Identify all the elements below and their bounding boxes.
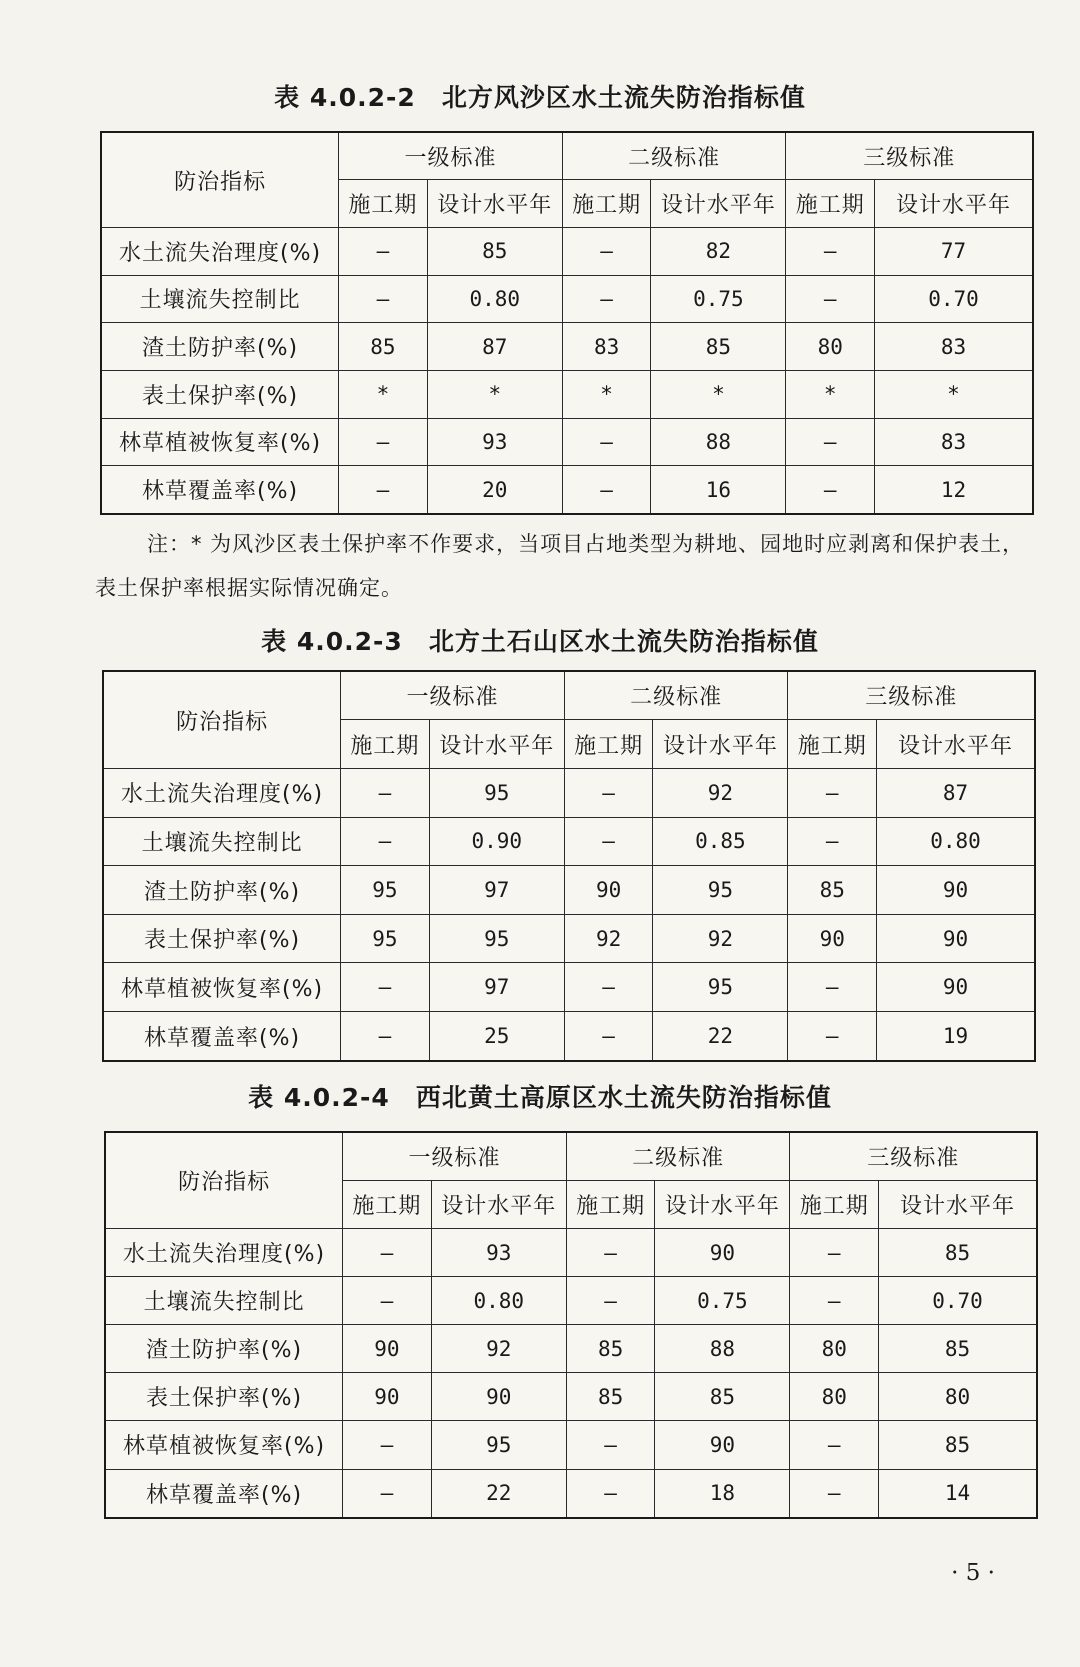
table-row — [103, 769, 1035, 818]
table-cell: 82 — [651, 228, 786, 276]
period-header: 设计水平年 — [655, 1180, 790, 1228]
table-cell: 0.80 — [877, 817, 1035, 866]
table-cell: 93 — [427, 418, 562, 466]
row-label: 渣土防护率(%) — [103, 866, 341, 915]
row-label: 土壤流失控制比 — [103, 817, 341, 866]
table-cell: — — [339, 228, 428, 276]
table-cell: — — [343, 1277, 432, 1325]
table-cell: — — [790, 1469, 879, 1518]
table-cell: — — [562, 418, 651, 466]
table-cell: 0.70 — [875, 275, 1033, 323]
table-cell: 85 — [879, 1325, 1037, 1373]
table-cell: — — [343, 1229, 432, 1277]
table-row — [101, 275, 1033, 323]
table-cell: * — [427, 370, 562, 418]
row-label: 林草覆盖率(%) — [103, 1012, 341, 1061]
table-cell: 85 — [879, 1421, 1037, 1469]
table-cell: 77 — [875, 228, 1033, 276]
table-cell: — — [564, 1012, 653, 1061]
table-cell: — — [790, 1229, 879, 1277]
level-header: 二级标准 — [566, 1132, 790, 1180]
row-label: 渣土防护率(%) — [101, 323, 339, 371]
table-cell: 83 — [875, 323, 1033, 371]
level-header: 三级标准 — [786, 132, 1033, 180]
page-number: · 5 · — [951, 1560, 995, 1586]
row-label: 土壤流失控制比 — [105, 1277, 343, 1325]
table-cell: — — [341, 963, 430, 1012]
table-cell: 95 — [341, 914, 430, 963]
table-cell: 0.75 — [651, 275, 786, 323]
table-cell: 90 — [343, 1325, 432, 1373]
table-cell: 92 — [653, 769, 788, 818]
table-cell: 95 — [653, 866, 788, 915]
period-header: 设计水平年 — [429, 720, 564, 769]
table-row — [105, 1373, 1037, 1421]
table-cell: 95 — [431, 1421, 566, 1469]
row-label: 水土流失治理度(%) — [105, 1229, 343, 1277]
period-header: 施工期 — [564, 720, 653, 769]
table-cell: 25 — [429, 1012, 564, 1061]
period-header: 设计水平年 — [427, 180, 562, 228]
table-row — [103, 817, 1035, 866]
table-cell: — — [790, 1277, 879, 1325]
table-cell: — — [790, 1421, 879, 1469]
row-label: 林草植被恢复率(%) — [101, 418, 339, 466]
table-cell: — — [343, 1421, 432, 1469]
table-cell: — — [786, 466, 875, 514]
table-cell: 85 — [788, 866, 877, 915]
table-cell: 0.80 — [431, 1277, 566, 1325]
table-cell: — — [562, 228, 651, 276]
row-label: 表土保护率(%) — [103, 914, 341, 963]
period-header: 设计水平年 — [653, 720, 788, 769]
period-header: 施工期 — [562, 180, 651, 228]
table-title — [0, 78, 1080, 114]
table-row — [103, 963, 1035, 1012]
table-cell: * — [651, 370, 786, 418]
table-cell: 90 — [343, 1373, 432, 1421]
table-note: 注：* 为风沙区表土保护率不作要求，当项目占地类型为耕地、园地时应剥离和保护表土，表土保护率根据实际情况确定。 — [95, 532, 1025, 600]
table-cell: — — [786, 228, 875, 276]
level-header: 一级标准 — [341, 671, 565, 720]
row-label: 林草植被恢复率(%) — [105, 1421, 343, 1469]
table-cell: — — [341, 817, 430, 866]
table-cell: 88 — [651, 418, 786, 466]
row-label: 林草覆盖率(%) — [105, 1469, 343, 1518]
row-label: 林草覆盖率(%) — [101, 466, 339, 514]
table-cell: 85 — [566, 1325, 655, 1373]
period-header: 施工期 — [786, 180, 875, 228]
table-cell: 0.75 — [655, 1277, 790, 1325]
table-cell: 0.90 — [429, 817, 564, 866]
table-cell: 87 — [427, 323, 562, 371]
table-cell: 95 — [341, 866, 430, 915]
level-header: 一级标准 — [339, 132, 563, 180]
table-cell: 95 — [429, 769, 564, 818]
table-cell: 22 — [431, 1469, 566, 1518]
table-cell: 18 — [655, 1469, 790, 1518]
table-row — [101, 370, 1033, 418]
table-cell: 92 — [431, 1325, 566, 1373]
table-cell: — — [339, 418, 428, 466]
table-number: 表 4.0.2-4 — [248, 1083, 390, 1112]
table-row — [105, 1229, 1037, 1277]
table-cell: 19 — [877, 1012, 1035, 1061]
indicator-header: 防治指标 — [105, 1132, 343, 1229]
level-header: 二级标准 — [562, 132, 786, 180]
table-cell: 85 — [566, 1373, 655, 1421]
row-label: 表土保护率(%) — [105, 1373, 343, 1421]
table-row — [105, 1277, 1037, 1325]
table-cell: 12 — [875, 466, 1033, 514]
level-header: 三级标准 — [788, 671, 1035, 720]
level-header: 二级标准 — [564, 671, 788, 720]
table-cell: — — [786, 418, 875, 466]
table-caption: 北方土石山区水土流失防治指标值 — [428, 627, 819, 656]
table-cell: 88 — [655, 1325, 790, 1373]
table-title — [0, 1078, 1080, 1114]
table-cell: 0.85 — [653, 817, 788, 866]
row-label: 林草植被恢复率(%) — [103, 963, 341, 1012]
table-cell: 80 — [786, 323, 875, 371]
table-cell: * — [786, 370, 875, 418]
table-number: 表 4.0.2-2 — [274, 83, 416, 112]
indicator-header: 防治指标 — [101, 132, 339, 228]
table-cell: * — [339, 370, 428, 418]
table-cell: 14 — [879, 1469, 1037, 1518]
table-cell: 90 — [564, 866, 653, 915]
table-cell: — — [343, 1469, 432, 1518]
table-row — [103, 914, 1035, 963]
table-cell: 80 — [790, 1373, 879, 1421]
table-cell: — — [562, 275, 651, 323]
table-row — [101, 228, 1033, 276]
table-cell: 80 — [790, 1325, 879, 1373]
table-cell: 90 — [877, 914, 1035, 963]
table-cell: — — [788, 769, 877, 818]
table-cell: 85 — [879, 1229, 1037, 1277]
table-row — [105, 1421, 1037, 1469]
table-cell: 90 — [877, 866, 1035, 915]
table-cell: 90 — [655, 1229, 790, 1277]
period-header: 施工期 — [790, 1180, 879, 1228]
period-header: 设计水平年 — [875, 180, 1033, 228]
row-label: 水土流失治理度(%) — [103, 769, 341, 818]
table-cell: 90 — [788, 914, 877, 963]
row-label: 表土保护率(%) — [101, 370, 339, 418]
table-row — [101, 418, 1033, 466]
period-header: 设计水平年 — [431, 1180, 566, 1228]
standards-table — [104, 1131, 1038, 1519]
table-cell: — — [788, 963, 877, 1012]
table-cell: 92 — [653, 914, 788, 963]
standards-table — [100, 131, 1034, 515]
table-cell: 92 — [564, 914, 653, 963]
table-cell: 0.80 — [427, 275, 562, 323]
table-number: 表 4.0.2-3 — [261, 627, 403, 656]
indicator-header: 防治指标 — [103, 671, 341, 769]
period-header: 施工期 — [343, 1180, 432, 1228]
table-cell: 97 — [429, 866, 564, 915]
table-cell: 90 — [877, 963, 1035, 1012]
table-cell: 16 — [651, 466, 786, 514]
period-header: 施工期 — [566, 1180, 655, 1228]
table-cell: * — [875, 370, 1033, 418]
table-row — [105, 1325, 1037, 1373]
table-title — [0, 622, 1080, 658]
table-cell: 22 — [653, 1012, 788, 1061]
table-row — [103, 866, 1035, 915]
table-cell: 85 — [339, 323, 428, 371]
table-cell: — — [339, 275, 428, 323]
table-cell: 90 — [431, 1373, 566, 1421]
period-header: 施工期 — [341, 720, 430, 769]
row-label: 水土流失治理度(%) — [101, 228, 339, 276]
level-header: 三级标准 — [790, 1132, 1037, 1180]
table-cell: 0.70 — [879, 1277, 1037, 1325]
row-label: 渣土防护率(%) — [105, 1325, 343, 1373]
table-cell: 83 — [875, 418, 1033, 466]
period-header: 施工期 — [788, 720, 877, 769]
table-cell: — — [564, 963, 653, 1012]
table-row — [101, 323, 1033, 371]
table-row — [103, 1012, 1035, 1061]
table-cell: 85 — [427, 228, 562, 276]
table-cell: — — [341, 769, 430, 818]
table-cell: — — [564, 769, 653, 818]
table-cell: — — [788, 1012, 877, 1061]
table-cell: 97 — [429, 963, 564, 1012]
table-cell: — — [339, 466, 428, 514]
table-cell: — — [788, 817, 877, 866]
table-cell: — — [566, 1229, 655, 1277]
period-header: 设计水平年 — [651, 180, 786, 228]
period-header: 设计水平年 — [879, 1180, 1037, 1228]
table-cell: 85 — [651, 323, 786, 371]
table-cell: * — [562, 370, 651, 418]
table-caption: 北方风沙区水土流失防治指标值 — [441, 83, 806, 112]
table-caption: 西北黄土高原区水土流失防治指标值 — [415, 1083, 832, 1112]
period-header: 施工期 — [339, 180, 428, 228]
table-cell: — — [562, 466, 651, 514]
table-cell: — — [566, 1277, 655, 1325]
standards-table — [102, 670, 1036, 1062]
table-cell: — — [566, 1421, 655, 1469]
table-cell: 20 — [427, 466, 562, 514]
table-row — [105, 1469, 1037, 1518]
table-cell: 93 — [431, 1229, 566, 1277]
table-cell: 85 — [655, 1373, 790, 1421]
table-cell: 90 — [655, 1421, 790, 1469]
row-label: 土壤流失控制比 — [101, 275, 339, 323]
level-header: 一级标准 — [343, 1132, 567, 1180]
period-header: 设计水平年 — [877, 720, 1035, 769]
table-cell: 83 — [562, 323, 651, 371]
table-cell: — — [564, 817, 653, 866]
table-cell: — — [786, 275, 875, 323]
table-cell: 87 — [877, 769, 1035, 818]
table-cell: 95 — [653, 963, 788, 1012]
table-cell: 95 — [429, 914, 564, 963]
table-cell: 80 — [879, 1373, 1037, 1421]
table-cell: — — [341, 1012, 430, 1061]
table-cell: — — [566, 1469, 655, 1518]
table-row — [101, 466, 1033, 514]
